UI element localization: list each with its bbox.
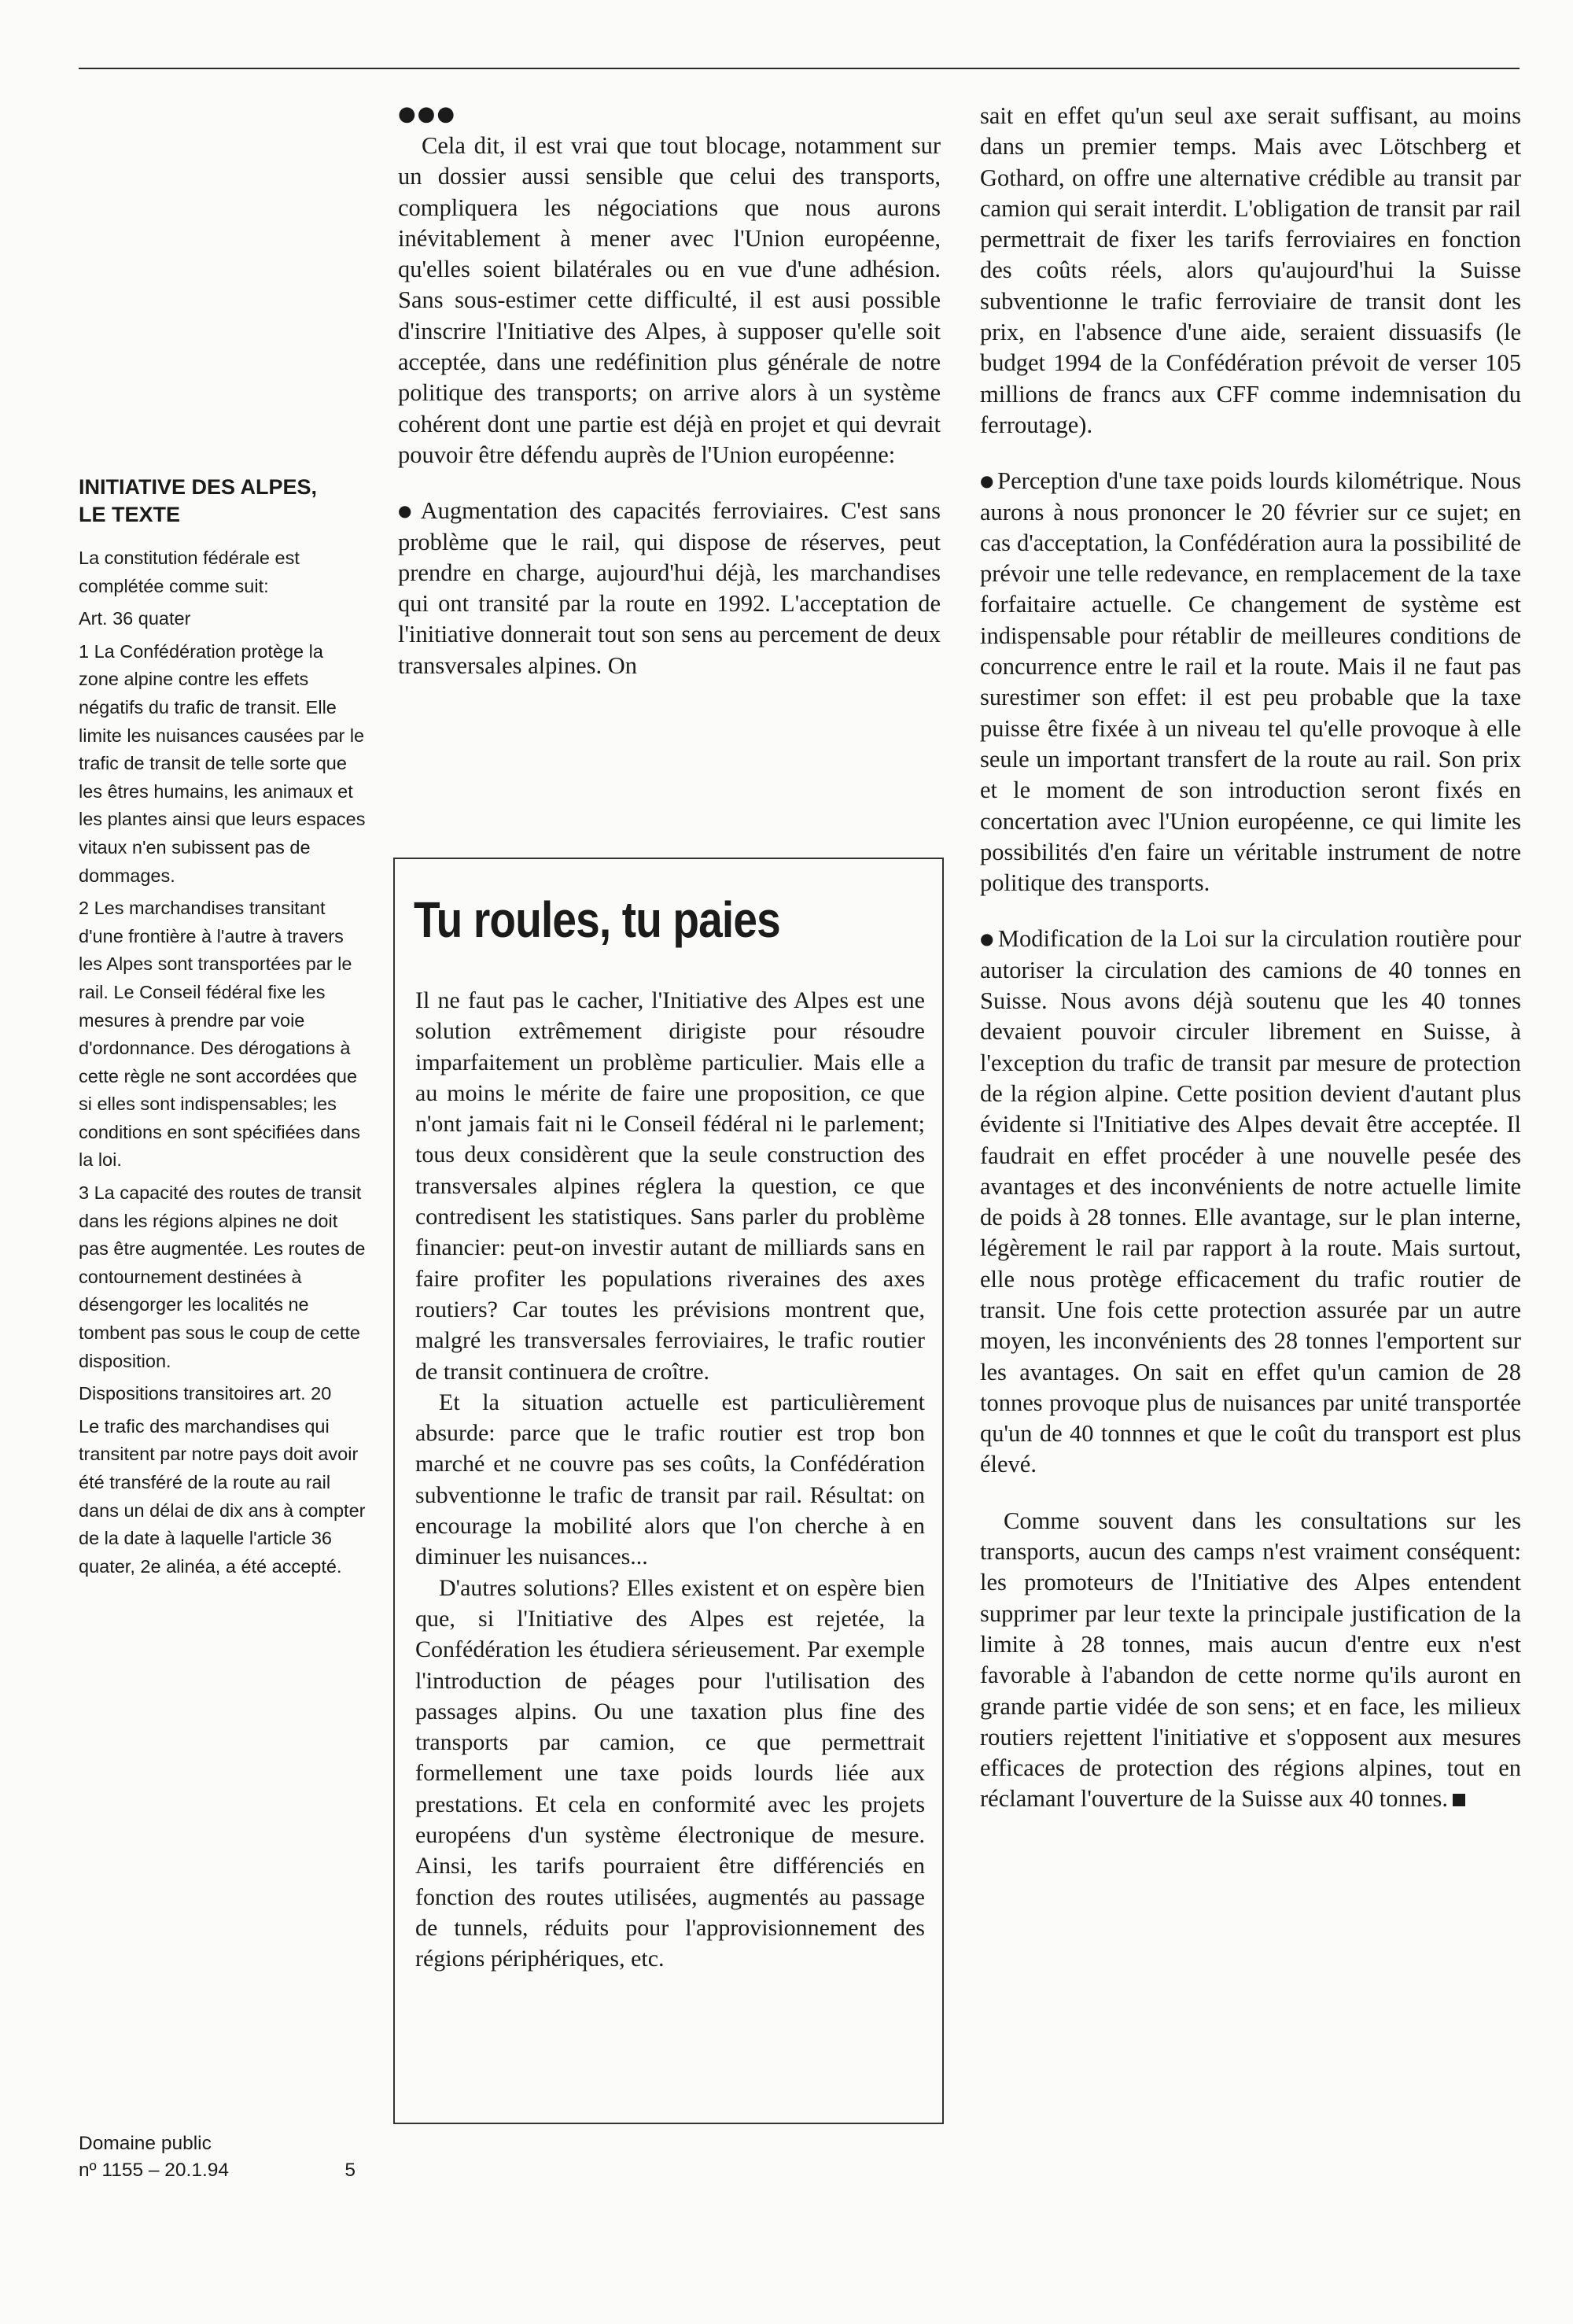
sidebar-title-line2: LE TEXTE xyxy=(79,503,181,526)
sidebar-paragraph: 1 La Confédération protège la zone alpine contre les effets négatifs du trafic de transit. Elle limite les nuisances causées par le trafic de transit de telle sorte que les êtres humains, les animaux et les plantes ainsi que leurs espaces vitaux n'en subissent pas de dommages. xyxy=(79,640,366,886)
box-title: Tu roules, tu paies xyxy=(414,891,780,948)
bullet-icon: ● xyxy=(398,501,418,521)
publication-name: Domaine public xyxy=(79,2133,212,2154)
right-paragraph-3-text: Modification de la Loi sur la circulation routière pour autoriser la circulation des camions de 40 tonnes en Suisse. Nous avons déjà soutenu que les 40 tonnes devaient pouvoir circuler librement en Suisse, à l'exception du trafic de transit par mesure de protection de la région alpine. Cette position devient d'autant plus évidente si l'Initiative des Alpes devait être acceptée. Il faudrait en effet procéder à une nouvelle pesée des avantages et des inconvénients de notre actuelle limite de poids à 28 tonnes. Elle avantage, sur le plan interne, légèrement le rail par rapport à la route. Mais surtout, elle nous protège efficacement du trafic routier de transit. Une fois cette protection assurée par un autre moyen, les inconvénients des 28 tonnes l'emportent sur les avantages. On sait en effet qu'un camion de 28 tonnes provoque plus de nuisances par unité transportée qu'un de 40 tonnnes et que le coût du transport est plus élevé. xyxy=(980,925,1522,1478)
sidebar-title xyxy=(79,474,367,529)
right-paragraph-2-text: Perception d'une taxe poids lourds kilométrique. Nous aurons à nous prononcer le 20 février sur ce sujet; en cas d'acceptation, la Confédération aura la possibilité de prévoir une telle redevance, en remplacement de la taxe forfaitaire actuelle. Ce changement de système est indispensable pour rétablir de meilleures conditions de concurrence entre le rail et la route. Mais il ne faut pas surestimer son effet: il est peu probable que la taxe puisse être fixée à un niveau tel qu'elle provoque à elle seule un important transfert de la route au rail. Son prix et le moment de son introduction seront fixés en concertation avec l'Union européenne, ce qui limite les possibilités d'en faire un véritable instrument de notre politique des transports. xyxy=(980,467,1521,897)
right-paragraph-4 xyxy=(980,1506,1521,1815)
middle-paragraph-2 xyxy=(398,496,941,681)
box-body xyxy=(415,985,925,1975)
box-paragraph-1: Il ne faut pas le cacher, l'Initiative des Alpes est une solution extrêmement dirigiste pour résoudre imparfaitement un problème particulier. Mais elle a au moins le mérite de faire une proposition, ce que n'ont jamais fait ni le Conseil fédéral ni le parlement; tous deux considèrent que la seule construction des transversales alpines réglera la question, ce que contredisent les statistiques. Sans parler du problème financier: peut-on investir autant de milliards sans en faire profiter les populations riveraines des axes routiers? Car toutes les prévisions montrent que, malgré les transversales ferroviaires, le trafic routier de transit continuera de croître. xyxy=(415,987,925,1385)
sidebar-title-line1: INITIATIVE DES ALPES, xyxy=(79,475,318,499)
bullet-icon: ● xyxy=(980,929,995,949)
boxed-article xyxy=(393,858,944,2124)
sidebar-paragraph: Le trafic des marchandises qui transitent par notre pays doit avoir été transféré de la route au rail dans un délai de dix ans à compter de la date à laquelle l'article 36 quater, 2e alinéa, a été accepté. xyxy=(79,1415,366,1577)
section-ornament: ●●● xyxy=(398,102,457,126)
issue-info: nº 1155 – 20.1.94 xyxy=(79,2160,230,2181)
right-column xyxy=(980,101,1521,1815)
header-rule xyxy=(79,68,1520,69)
right-paragraph-2 xyxy=(980,466,1521,898)
page-footer xyxy=(79,2130,370,2184)
right-paragraph-1: sait en effet qu'un seul axe serait suffisant, au moins dans un premier temps. Mais avec Lötschberg et Gothard, on offre une alternative crédible au transit par camion qui serait interdit. L'obligation de transit par rail permettrait de fixer les tarifs ferroviaires en fonction des coûts réels, alors qu'aujourd'hui la Suisse subventionne le trafic ferroviaire de transit dont les prix, en l'absence d'une aide, seraient dissuasifs (le budget 1994 de la Confédération prévoit de verser 105 millions de francs aux CFF comme indemnisation du ferroutage). xyxy=(980,102,1521,438)
bullet-icon: ● xyxy=(980,471,995,491)
sidebar-text xyxy=(79,544,367,1585)
box-paragraph-3: D'autres solutions? Elles existent et on espère bien que, si l'Initiative des Alpes est rejetée, la Confédération les étudiera sérieusement. Par exemple l'introduction de péages pour l'utilisation des passages alpins. Ou une taxation plus fine des transports par camion, ce que permettrait formellement une taxe poids lourds liée aux prestations. Et cela en conformité avec les projets européens d'un système électronique de mesure. Ainsi, les tarifs pourraient être différenciés en fonction des routes utilisées, augmentés au passage de tunnels, réduits pour l'approvisionnement des régions périphériques, etc. xyxy=(415,1574,925,1972)
sidebar-paragraph: 3 La capacité des routes de transit dans les régions alpines ne doit pas être augmentée. Les routes de contournement destinées à désengorger les localités ne tombent pas sous le coup de cette disposition. xyxy=(79,1182,366,1371)
end-of-article-icon xyxy=(1453,1794,1465,1806)
sidebar-paragraph: 2 Les marchandises transitant d'une frontière à l'autre à travers les Alpes sont transportées par le rail. Le Conseil fédéral fixe les mesures à prendre par voie d'ordonnance. Des dérogations à cette règle ne sont accordées que si elles sont indispensables; les conditions en sont spécifiées dans la loi. xyxy=(79,898,360,1171)
middle-paragraph-1: Cela dit, il est vrai que tout blocage, notamment sur un dossier aussi sensible que celui des transports, compliquera les négociations que nous aurons inévitablement à mener avec l'Union européenne, qu'elles soient bilatérales ou en vue d'une adhésion. Sans sous-estimer cette difficulté, il est ausi possible d'inscrire l'Initiative des Alpes, à supposer qu'elle soit acceptée, dans une redéfinition plus générale de notre politique des transports; on arrive alors à un système cohérent dont une partie est déjà en projet et qui devrait pouvoir être défendu auprès de l'Union européenne: xyxy=(398,132,941,468)
middle-paragraph-2-text: Augmentation des capacités ferroviaires. C'est sans problème que le rail, qui dispose de réserves, peut prendre en charge, aujourd'hui déjà, les marchandises qui ont transité par la route en 1992. L'acceptation de l'initiative donnerait tout son sens au percement de deux transversales alpines. On xyxy=(398,497,941,679)
right-paragraph-4-text: Comme souvent dans les consultations sur les transports, aucun des camps n'est vraiment conséquent: les promoteurs de l'Initiative des Alpes entendent supprimer par leur texte la principale justification de la limite à 28 tonnes, mais aucun d'entre eux n'est favorable à l'abandon de cette norme qu'ils auront en grande partie vidée de son sens; et en face, les milieux routiers rejettent l'initiative et s'opposent aux mesures efficaces de protection des régions alpines, tout en réclamant l'ouverture de la Suisse aux 40 tonnes. xyxy=(980,1507,1521,1813)
sidebar-paragraph: Dispositions transitoires art. 20 xyxy=(79,1383,332,1404)
middle-column xyxy=(398,101,941,681)
sidebar-paragraph: Art. 36 quater xyxy=(79,608,191,629)
right-paragraph-3 xyxy=(980,924,1521,1480)
page-number: 5 xyxy=(344,2160,355,2181)
box-paragraph-2: Et la situation actuelle est particulièrement absurde: parce que le trafic routier est trop bon marché et ne couvre pas ses coûts, la Confédération subventionne le trafic de transit par rail. Résultat: on encourage la mobilité alors que l'on cherche à en diminuer les nuisances... xyxy=(415,1389,925,1570)
sidebar-paragraph: La constitution fédérale est complétée comme suit: xyxy=(79,548,300,596)
